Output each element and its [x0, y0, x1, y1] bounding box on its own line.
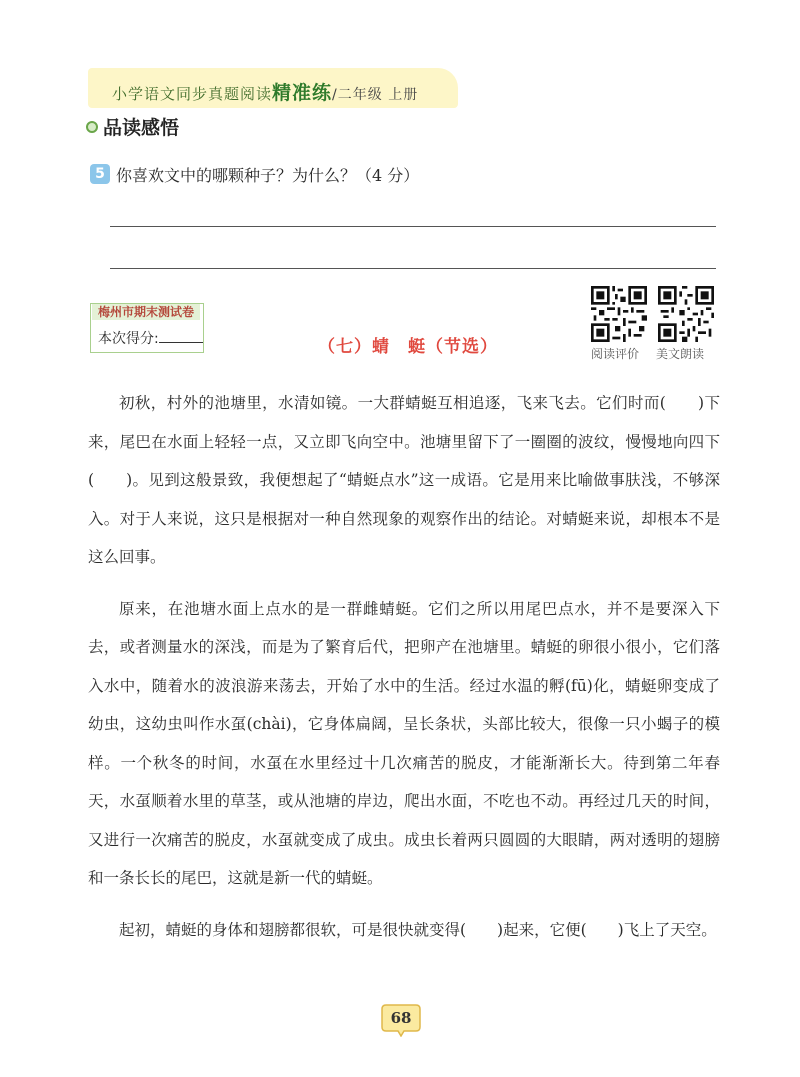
- score-label: 本次得分:: [98, 331, 159, 347]
- series-prefix: 小学语文同步真题阅读: [112, 85, 273, 103]
- answer-line[interactable]: [110, 268, 716, 269]
- article-title-text: （七）蜻 蜓（节选）: [318, 337, 498, 357]
- qr-caption-audio: 美文朗读: [656, 347, 705, 361]
- qr-caption-evaluation: 阅读评价: [591, 347, 640, 361]
- exam-source-tag: 梅州市期末测试卷: [92, 304, 200, 320]
- qr-code-audio-reading[interactable]: [658, 286, 714, 342]
- page-number-badge: [380, 1003, 422, 1037]
- question-text: 你喜欢文中的哪颗种子？为什么？（4 分）: [116, 166, 420, 185]
- section-title: [86, 113, 179, 140]
- grade-label: /二年级 上册: [332, 87, 419, 103]
- article-paragraph: 原来，在池塘水面上点水的是一群雌蜻蜓。它们之所以用尾巴点水，并不是要深入下去，或者测量水的深浅，而是为了繁育后代，把卵产在池塘里。蜻蜓的卵很小很小，它们落入水中，随着水的波浪游来荡去，开始了水中的生活。经过水温的孵(fū)化，蜻蜓卵变成了幼虫，这幼虫叫作水虿(chài)，它身体扁阔，呈长条状，头部比较大，很像一只小蝎子的模样。一个秋冬的时间，水虿在水里经过十几次痛苦的脱皮，才能渐渐长大。待到第二年春天，水虿顺着水里的草茎，或从池塘的岸边，爬出水面，不吃也不动。再经过几天的时间，又进行一次痛苦的脱皮，水虿就变成了成虫。成虫长着两只圆圆的大眼睛，两对透明的翅膀和一条长长的尾巴，这就是新一代的蜻蜓。: [88, 599, 720, 887]
- section-title-text: 品读感悟: [103, 117, 180, 139]
- article-paragraph: 初秋，村外的池塘里，水清如镜。一大群蜻蜓互相追逐，飞来飞去。它们时而( )下来，尾巴在水面上轻轻一点，又立即飞向空中。池塘里留下了一圈圈的波纹，慢慢地向四下( )。见到这般景致，我便想起了“蜻蜓点水”这一成语。它是用来比喻做事肤浅，不够深入。对于人来说，这只是根据对一种自然现象的观察作出的结论。对蜻蜓来说，却根本不是这么回事。: [88, 394, 720, 566]
- series-header: [112, 78, 418, 105]
- question-number-badge: 5: [90, 164, 110, 184]
- bullet-icon: [86, 121, 98, 133]
- article-paragraph: 起初，蜻蜓的身体和翅膀都很软，可是很快就变得( )起来，它便( )飞上了天空。: [119, 920, 717, 939]
- series-highlight: 精准练: [272, 82, 333, 104]
- page-number: 68: [390, 1009, 412, 1027]
- qr-code-reading-evaluation[interactable]: [591, 286, 647, 342]
- answer-line[interactable]: [110, 226, 716, 227]
- article-body: [88, 384, 720, 949]
